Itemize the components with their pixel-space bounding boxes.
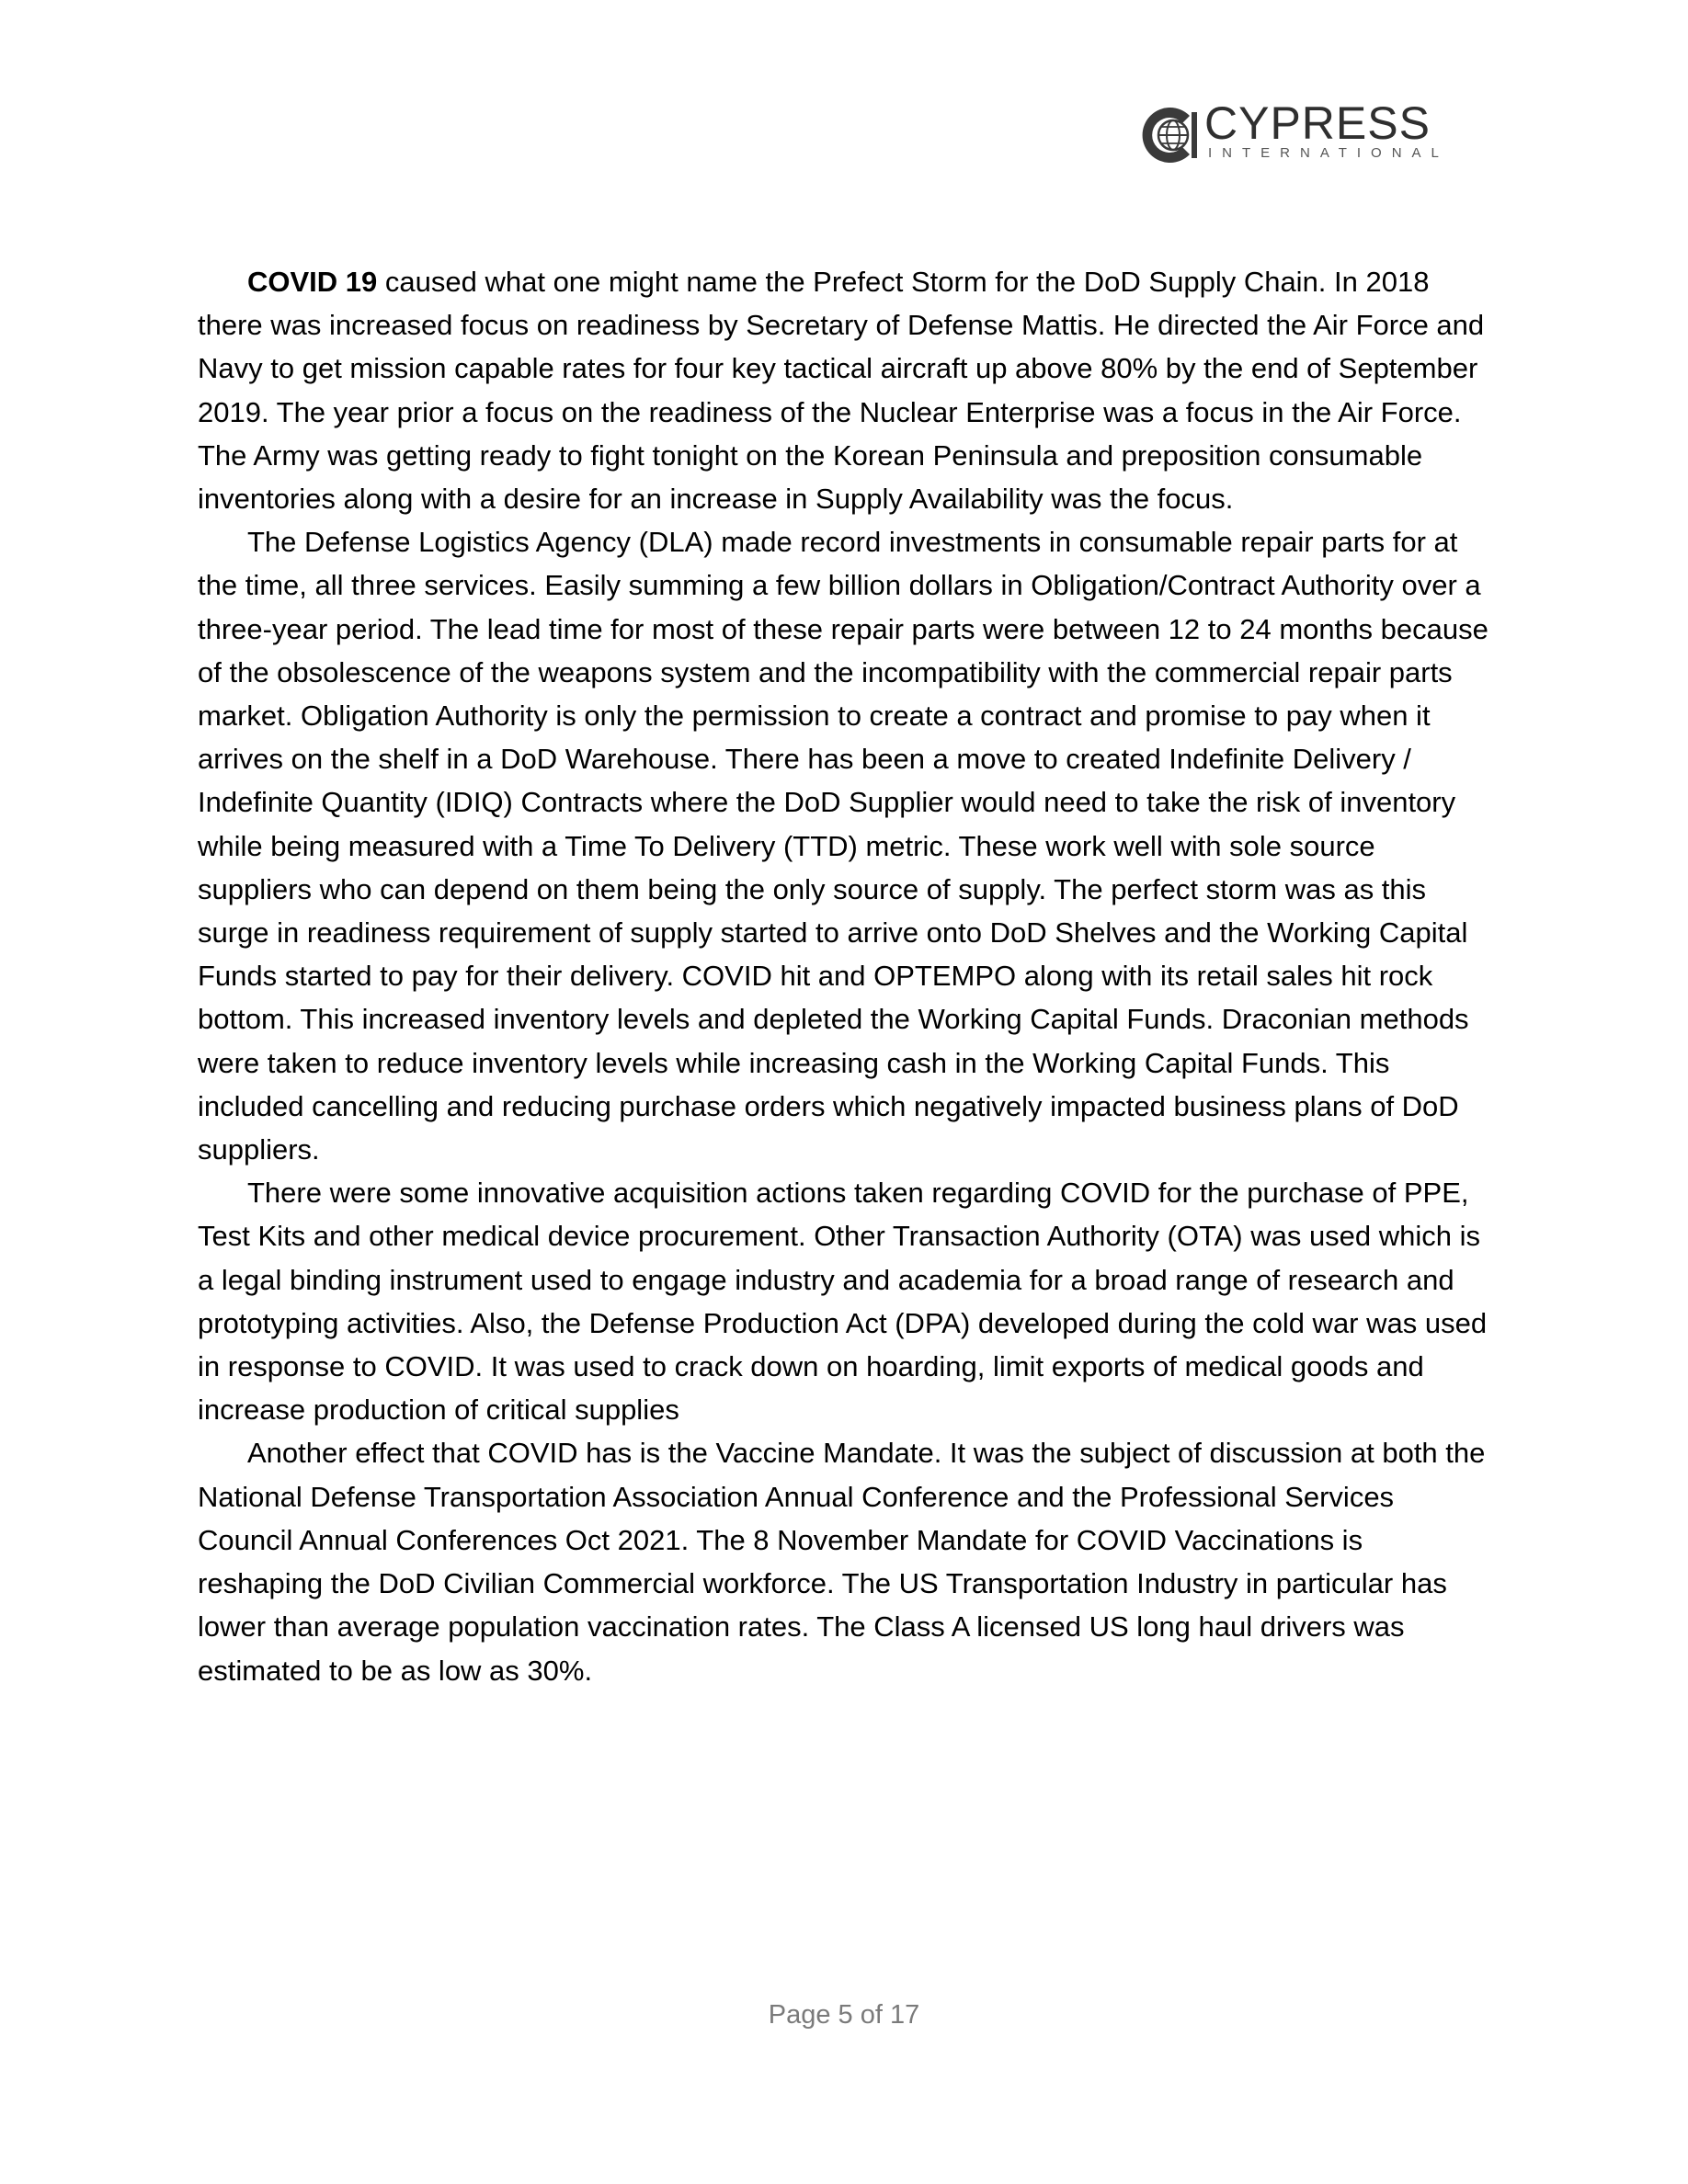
paragraph-text: caused what one might name the Prefect Storm for the DoD Supply Chain. In 2018 there was increased focus on readiness by Secretary of Defense Mattis. He directed the Air Force and Navy to get mission capable rates for four key tactical aircraft up above 80% by the end of September 2019. The year prior a focus on the readiness of the Nuclear Enterprise was a focus in the Air Force. The Army was getting ready to fight tonight on the Korean Peninsula and preposition consumable inventories along with a desire for an increase in Supply Availability was the focus. (198, 266, 1485, 516)
paragraph-dla-investments: The Defense Logistics Agency (DLA) made record investments in consumable repair parts for at the time, all three services. Easily summing a few billion dollars in Obligation/Contract Authority over a three-year period. The lead time for most of these repair parts were between 12 to 24 months because of the obsolescence of the weapons system and the incompatibility with the commercial repair parts market. Obligation Authority is only the permission to create a contract and promise to pay when it arrives on the shelf in a DoD Warehouse. There has been a move to created Indefinite Delivery / Indefinite Quantity (IDIQ) Contracts where the DoD Supplier would need to take the risk of inventory while being measured with a Time To Delivery (TTD) metric. These work well with sole source suppliers who can depend on them being the only source of supply. The perfect storm was as this surge in readiness requirement of supply started to arrive onto DoD Shelves and the Working Capital Funds started to pay for their delivery. COVID hit and OPTEMPO along with its retail sales hit rock bottom. This increased inventory levels and depleted the Working Capital Funds. Draconian methods were taken to reduce inventory levels while increasing cash in the Working Capital Funds. This included cancelling and reducing purchase orders which negatively impacted business plans of DoD suppliers. (198, 526, 1488, 1166)
paragraph-lead-bold: COVID 19 (247, 266, 378, 298)
page-number: Page 5 of 17 (768, 2000, 920, 2030)
logo-wordmark: CYPRESS (1204, 97, 1431, 149)
company-logo (1136, 96, 1478, 167)
paragraph-covid-intro (198, 260, 1494, 520)
logo-subtitle: INTERNATIONAL (1208, 145, 1449, 161)
paragraph-acquisition-actions: There were some innovative acquisition actions taken regarding COVID for the purchase of PPE, Test Kits and other medical device procurement. Other Transaction Authority (OTA) was used which is a legal binding instrument used to engage industry and academia for a broad range of research and prototyping activities. Also, the Defense Production Act (DPA) developed during the cold war was used in response to COVID. It was used to crack down on hoarding, limit exports of medical goods and increase production of critical supplies (198, 1177, 1488, 1427)
document-body (198, 260, 1494, 1692)
paragraph-vaccine-mandate: Another effect that COVID has is the Vaccine Mandate. It was the subject of discussion at both the National Defense Transportation Association Annual Conference and the Professional Services Council Annual Conferences Oct 2021. The 8 November Mandate for COVID Vaccinations is reshaping the DoD Civilian Commercial workforce. The US Transportation Industry in particular has lower than average population vaccination rates. The Class A licensed US long haul drivers was estimated to be as low as 30%. (198, 1437, 1486, 1687)
globe-c-icon (1136, 103, 1201, 167)
